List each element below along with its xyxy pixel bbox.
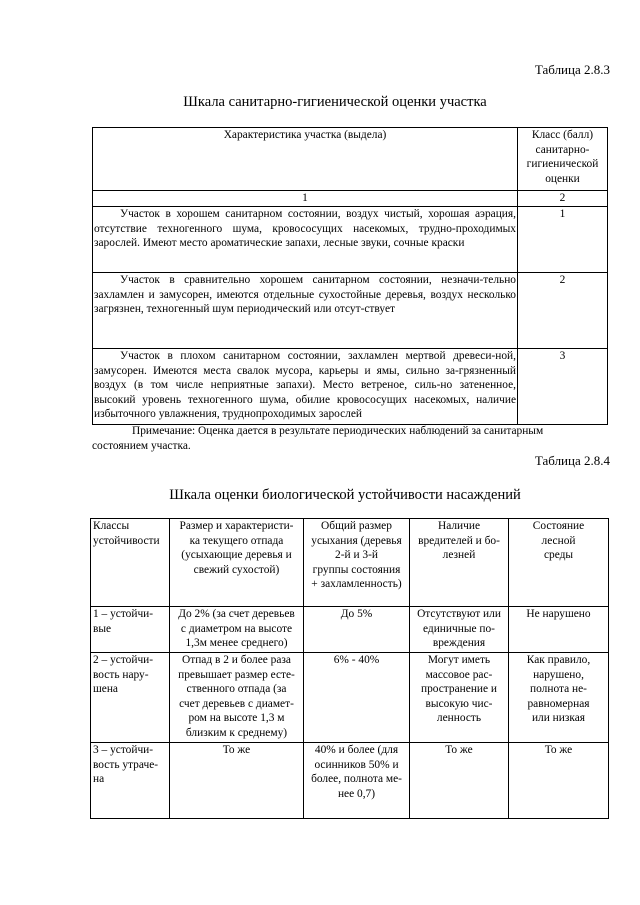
table-cell: Отпад в 2 и более раза превышает размер есте- ственного отпада (за счет деревьев с диамет- ром на высоте 1,3 м близким к среднему): [170, 653, 304, 743]
table-cell: 2 – устойчи- вость нару- шена: [91, 653, 170, 743]
table-cell: То же: [509, 743, 609, 819]
header-line: гигиенической: [526, 158, 599, 171]
column-number-row: [93, 191, 608, 207]
table-cell: Не нарушено: [509, 607, 609, 653]
table-cell: Как правило, нарушено, полнота не- равномерная или низкая: [509, 653, 609, 743]
table-cell: До 5%: [304, 607, 410, 653]
row-class: 1: [518, 207, 608, 273]
header-characteristic: Характеристика участка (выдела): [93, 128, 518, 191]
row-description: Участок в сравнительно хорошем санитарном состоянии, незначи-тельно захламлен и замусорен, имеются отдельные сухостойные деревья, воздух несколько загрязнен, техногенный шум периодический или отсут-ствует: [93, 273, 518, 349]
header-current-dieback: Размер и характеристи- ка текущего отпада (усыхающие деревья и свежий сухостой): [170, 519, 304, 607]
table-row: [91, 743, 609, 819]
row-class: 3: [518, 349, 608, 425]
table-header-row: [91, 519, 609, 607]
table-row: [93, 349, 608, 425]
table-cell: То же: [170, 743, 304, 819]
biological-stability-table: [90, 518, 609, 819]
table-row: [93, 207, 608, 273]
header-line: оценки: [545, 172, 580, 185]
table-cell: 40% и более (для осинников 50% и более, полнота ме- нее 0,7): [304, 743, 410, 819]
table1-title: Шкала санитарно-гигиенической оценки участка: [183, 94, 487, 110]
table-cell: Могут иметь массовое рас- пространение и высокую чис- ленность: [410, 653, 509, 743]
table1-note: Примечание: Оценка дается в результате периодических наблюдений за санитарным состоянием участка.: [92, 425, 544, 452]
header-forest-condition: Состояние лесной среды: [509, 519, 609, 607]
table-row: [91, 653, 609, 743]
table-row: [93, 273, 608, 349]
header-total-drying: Общий размер усыхания (деревья 2-й и 3-й группы состояния + захламленность): [304, 519, 410, 607]
header-line: Класс (балл): [531, 129, 594, 141]
row-class: 2: [518, 273, 608, 349]
sanitary-assessment-table: [92, 127, 608, 425]
table-cell: До 2% (за счет деревьев с диаметром на высоте 1,3м менее среднего): [170, 607, 304, 653]
table-cell: 3 – устойчи- вость утраче- на: [91, 743, 170, 819]
table-header-row: [93, 128, 608, 191]
table-row: [91, 607, 609, 653]
header-class: [518, 128, 608, 191]
table1-caption: Таблица 2.8.3: [534, 62, 610, 77]
table2-caption: Таблица 2.8.4: [534, 453, 610, 468]
table2-title: Шкала оценки биологической устойчивости насаждений: [169, 487, 521, 503]
table-cell: То же: [410, 743, 509, 819]
header-stability-class: Классы устойчивости: [91, 519, 170, 607]
table-cell: 6% - 40%: [304, 653, 410, 743]
header-line: санитарно-: [535, 143, 590, 156]
header-pests-diseases: Наличие вредителей и бо- лезней: [410, 519, 509, 607]
row-description: Участок в хорошем санитарном состоянии, воздух чистый, хорошая аэрация, отсутствие техногенного шума, кровососущих насекомых, трудно-проходимых зарослей. Имеют место ароматические запахи, лесные звуки, сочные краски: [93, 207, 518, 273]
column-number: 2: [518, 191, 608, 207]
table-cell: Отсутствуют или единичные по- вреждения: [410, 607, 509, 653]
row-description: Участок в плохом санитарном состоянии, захламлен мертвой древеси-ной, замусорен. Имеются места свалок мусора, карьеры и ямы, сильно за-грязненный воздух (в том числе неприятные запахи). Место ветреное, силь-но затененное, высокий уровень техногенного шума, обилие кровососущих насекомых, наличие избыточного увлажнения, труднопроходимых зарослей: [93, 349, 518, 425]
table-cell: 1 – устойчи- вые: [91, 607, 170, 653]
column-number: 1: [93, 191, 518, 207]
